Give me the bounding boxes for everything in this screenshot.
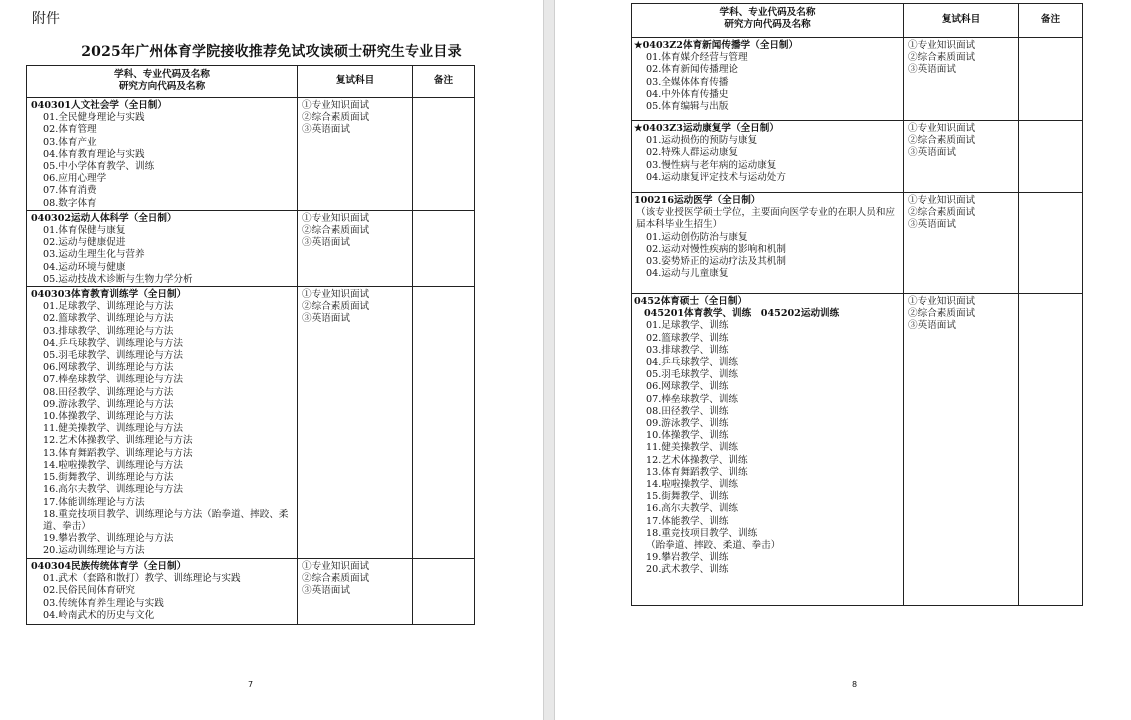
direction-item: （跆拳道、摔跤、柔道、拳击）	[646, 540, 781, 552]
direction-item: 18.重竞技项目教学、训练理论与方法（跆拳道、摔跤、柔道、拳击）	[43, 508, 289, 532]
direction-item: 15.街舞教学、训练	[646, 491, 729, 503]
direction-item: 03.慢性病与老年病的运动康复	[646, 159, 777, 171]
exam-item: ③英语面试	[302, 237, 350, 249]
direction-item: 14.啦啦操教学、训练理论与方法	[43, 459, 183, 471]
section-heading: ★0403Z3运动康复学（全日制）	[634, 123, 779, 134]
direction-item: 12.艺术体操教学、训练	[646, 454, 748, 466]
direction-item: 15.街舞教学、训练理论与方法	[43, 472, 174, 484]
direction-item: 03.排球教学、训练理论与方法	[43, 325, 174, 337]
section-0403Z2	[632, 38, 904, 121]
note-cell	[1019, 193, 1083, 294]
document-title: 2025年广州体育学院接收推荐免试攻读硕士研究生专业目录	[81, 44, 462, 60]
direction-item: 02.篮球教学、训练	[646, 332, 729, 344]
direction-item: 19.攀岩教学、训练	[646, 552, 729, 564]
direction-item: 10.体操教学、训练理论与方法	[43, 411, 174, 423]
direction-item: 01.体育保健与康复	[43, 225, 126, 237]
exam-item: ②综合素质面试	[302, 112, 370, 124]
direction-item: 03.姿势矫正的运动疗法及其机制	[646, 256, 786, 268]
header-subject-line1: 学科、专业代码及名称	[114, 69, 210, 80]
direction-item: 04.乒乓球教学、训练	[646, 357, 739, 369]
exam-item: ②综合素质面试	[302, 301, 370, 313]
direction-item: 04.运动康复评定技术与运动处方	[646, 171, 786, 183]
exam-list	[298, 559, 413, 625]
header-subject	[27, 66, 298, 98]
page-7	[0, 0, 543, 720]
direction-item: 11.健美操教学、训练	[646, 442, 739, 454]
page-number: 8	[852, 680, 858, 689]
direction-item: 20.运动训练理论与方法	[43, 545, 145, 557]
exam-item: ②综合素质面试	[908, 207, 976, 219]
direction-item: 05.中小学体育教学、训练	[43, 161, 155, 173]
exam-item: ②综合素质面试	[302, 573, 370, 585]
note-cell	[413, 287, 475, 559]
section-0452	[632, 294, 904, 606]
direction-item: 05.运动技战术诊断与生物力学分析	[43, 273, 193, 285]
direction-item: 02.体育新闻传播理论	[646, 64, 739, 76]
direction-item: 20.武术教学、训练	[646, 564, 729, 576]
exam-item: ①专业知识面试	[908, 123, 976, 134]
exam-item: ③英语面试	[302, 585, 350, 597]
page-number: 7	[248, 680, 254, 689]
direction-item: 10.体操教学、训练	[646, 430, 729, 442]
direction-item: 04.运动环境与健康	[43, 261, 126, 273]
section-subheading: 045201体育教学、训练 045202运动训练	[644, 308, 840, 320]
direction-item: 08.田径教学、训练	[646, 405, 729, 417]
direction-item: 11.健美操教学、训练理论与方法	[43, 423, 183, 435]
header-subject-line1: 学科、专业代码及名称	[719, 7, 816, 18]
direction-item: 16.高尔夫教学、训练	[646, 503, 739, 515]
direction-item: 02.运动与健康促进	[43, 237, 126, 249]
direction-item: 04.中外体育传播史	[646, 88, 729, 100]
section-heading: 040304民族传统体育学（全日制）	[31, 561, 187, 573]
catalog-table-page-7	[26, 65, 475, 625]
direction-item: 14.啦啦操教学、训练	[646, 479, 739, 491]
direction-item: 04.乒乓球教学、训练理论与方法	[43, 337, 183, 349]
note-cell	[1019, 121, 1083, 193]
direction-item: 13.体育舞蹈教学、训练	[646, 466, 748, 478]
exam-list	[904, 193, 1019, 294]
exam-item: ③英语面试	[302, 313, 350, 325]
section-100216	[632, 193, 904, 294]
exam-item: ①专业知识面试	[302, 212, 370, 224]
direction-item: 06.网球教学、训练理论与方法	[43, 362, 174, 374]
exam-item: ①专业知识面试	[302, 289, 370, 301]
direction-item: 13.体育舞蹈教学、训练理论与方法	[43, 447, 193, 459]
exam-item: ③英语面试	[302, 124, 350, 136]
direction-item: 04.岭南武术的历史与文化	[43, 609, 155, 621]
section-040301	[27, 98, 298, 211]
header-subject	[632, 4, 904, 38]
note-cell	[1019, 294, 1083, 606]
section-040303	[27, 287, 298, 559]
exam-list	[904, 294, 1019, 606]
note-cell	[413, 210, 475, 286]
header-subject-line2: 研究方向代码及名称	[118, 81, 206, 93]
direction-item: 01.足球教学、训练理论与方法	[43, 301, 174, 313]
exam-item: ①专业知识面试	[908, 40, 976, 51]
direction-item: 01.武术（套路和散打）教学、训练理论与实践	[43, 573, 241, 585]
section-040304	[27, 559, 298, 625]
direction-item: 05.羽毛球教学、训练	[646, 369, 739, 381]
direction-item: 09.游泳教学、训练	[646, 418, 729, 430]
direction-item: 09.游泳教学、训练理论与方法	[43, 398, 174, 410]
direction-item: 16.高尔夫教学、训练理论与方法	[43, 484, 183, 496]
direction-item: 06.应用心理学	[43, 173, 107, 185]
exam-item: ②综合素质面试	[302, 225, 370, 237]
direction-item: 02.民俗民间体育研究	[43, 585, 136, 597]
direction-item: 03.全媒体体育传播	[646, 76, 729, 88]
section-note: （该专业授医学硕士学位，主要面向医学专业的在职人员和应届本科毕业生招生）	[636, 207, 896, 231]
header-note: 备注	[413, 66, 475, 98]
direction-item: 04.体育教育理论与实践	[43, 148, 145, 160]
direction-item: 05.羽毛球教学、训练理论与方法	[43, 350, 183, 362]
direction-item: 01.足球教学、训练	[646, 320, 729, 332]
exam-item: ②综合素质面试	[908, 52, 976, 64]
section-heading: 040302运动人体科学（全日制）	[31, 212, 177, 224]
direction-item: 02.篮球教学、训练理论与方法	[43, 313, 174, 325]
direction-item: 02.体育管理	[43, 124, 97, 136]
exam-list	[298, 98, 413, 211]
header-subject-line2: 研究方向代码及名称	[724, 19, 811, 31]
section-heading: 100216运动医学（全日制）	[634, 195, 761, 206]
exam-item: ③英语面试	[908, 64, 956, 76]
exam-item: ①专业知识面试	[302, 561, 370, 573]
direction-item: 08.数字体育	[43, 197, 97, 209]
direction-item: 12.艺术体操教学、训练理论与方法	[43, 435, 193, 447]
exam-item: ③英语面试	[908, 219, 956, 231]
direction-item: 03.传统体育养生理论与实践	[43, 597, 164, 609]
note-cell	[413, 559, 475, 625]
direction-item: 02.运动对慢性疾病的影响和机制	[646, 243, 786, 255]
section-0403Z3	[632, 121, 904, 193]
section-heading: 0452体育硕士（全日制）	[634, 296, 748, 307]
direction-item: 19.攀岩教学、训练理论与方法	[43, 533, 174, 545]
direction-item: 18.重竞技项目教学、训练	[646, 527, 758, 539]
note-cell	[413, 98, 475, 211]
direction-item: 01.体育媒介经营与管理	[646, 52, 748, 64]
direction-item: 03.运动生理生化与营养	[43, 249, 145, 261]
note-cell	[1019, 38, 1083, 121]
exam-list	[298, 287, 413, 559]
direction-item: 03.体育产业	[43, 136, 97, 148]
direction-item: 02.特殊人群运动康复	[646, 147, 739, 159]
direction-item: 17.体能教学、训练	[646, 515, 729, 527]
page-gap	[543, 0, 555, 720]
direction-item: 01.全民健身理论与实践	[43, 112, 145, 124]
catalog-table-page-8	[631, 3, 1083, 606]
exam-item: ③英语面试	[908, 147, 956, 159]
direction-item: 07.棒垒球教学、训练	[646, 393, 739, 405]
section-heading: 040303体育教育训练学（全日制）	[31, 289, 187, 301]
exam-item: ②综合素质面试	[908, 135, 976, 147]
section-heading: 040301人文社会学（全日制）	[31, 100, 167, 111]
direction-item: 01.运动创伤防治与康复	[646, 231, 748, 243]
section-040302	[27, 210, 298, 286]
header-exam: 复试科目	[904, 4, 1019, 38]
exam-item: ①专业知识面试	[302, 100, 370, 111]
header-note: 备注	[1019, 4, 1083, 38]
exam-list	[904, 121, 1019, 193]
direction-item: 04.运动与儿童康复	[646, 268, 729, 280]
direction-item: 03.排球教学、训练	[646, 344, 729, 356]
header-exam: 复试科目	[298, 66, 413, 98]
section-heading: ★0403Z2体育新闻传播学（全日制）	[634, 40, 799, 51]
exam-item: ②综合素质面试	[908, 308, 976, 320]
exam-item: ①专业知识面试	[908, 296, 976, 307]
direction-item: 08.田径教学、训练理论与方法	[43, 386, 174, 398]
direction-item: 06.网球教学、训练	[646, 381, 729, 393]
direction-item: 07.体育消费	[43, 185, 97, 197]
exam-item: ①专业知识面试	[908, 195, 976, 206]
direction-item: 05.体育编辑与出版	[646, 101, 729, 113]
direction-item: 17.体能训练理论与方法	[43, 496, 145, 508]
exam-list	[904, 38, 1019, 121]
direction-item: 07.棒垒球教学、训练理论与方法	[43, 374, 183, 386]
exam-item: ③英语面试	[908, 320, 956, 332]
direction-item: 01.运动损伤的预防与康复	[646, 135, 758, 147]
attachment-label: 附件	[32, 11, 60, 27]
exam-list	[298, 210, 413, 286]
